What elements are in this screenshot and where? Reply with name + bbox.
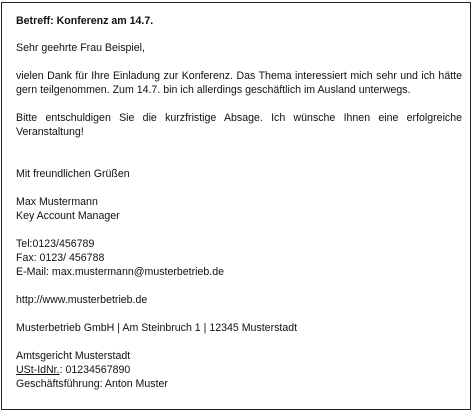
paragraph-2-line-2: Veranstaltung! [16, 126, 84, 138]
legal-vat [16, 363, 462, 377]
letter-body [16, 14, 462, 391]
letter-frame [1, 2, 471, 410]
closing: Mit freundlichen Grüßen [16, 168, 130, 180]
paragraph-2-line-1: Bitte entschuldigen Sie die kurzfristige Absage. Ich wünsche Ihnen eine erfolgreiche [16, 112, 462, 124]
salutation: Sehr geehrte Frau Beispiel, [16, 42, 145, 54]
signature-title: Key Account Manager [16, 210, 120, 222]
legal-court: Amtsgericht Musterstadt [16, 350, 131, 362]
subject-line: Betreff: Konferenz am 14.7. [16, 15, 154, 27]
contact-tel: Tel:0123/456789 [16, 238, 95, 250]
vat-label: USt-IdNr. [16, 364, 60, 376]
website-link[interactable]: http://www.musterbetrieb.de [16, 294, 148, 306]
signature-name: Max Mustermann [16, 196, 98, 208]
contact-email[interactable]: E-Mail: max.mustermann@musterbetrieb.de [16, 266, 224, 278]
legal-management: Geschäftsführung: Anton Muster [16, 378, 168, 390]
paragraph-1-line-1: vielen Dank für Ihre Einladung zur Konferenz. Das Thema interessiert mich sehr und ich hätte [16, 70, 462, 82]
vat-value: : 01234567890 [59, 364, 131, 376]
contact-fax: Fax: 0123/ 456788 [16, 252, 105, 264]
company-address: Musterbetrieb GmbH | Am Steinbruch 1 | 12345 Musterstadt [16, 322, 298, 334]
paragraph-1-line-2: gern teilgenommen. Zum 14.7. bin ich allerdings geschäftlich im Ausland unterwegs. [16, 84, 411, 96]
